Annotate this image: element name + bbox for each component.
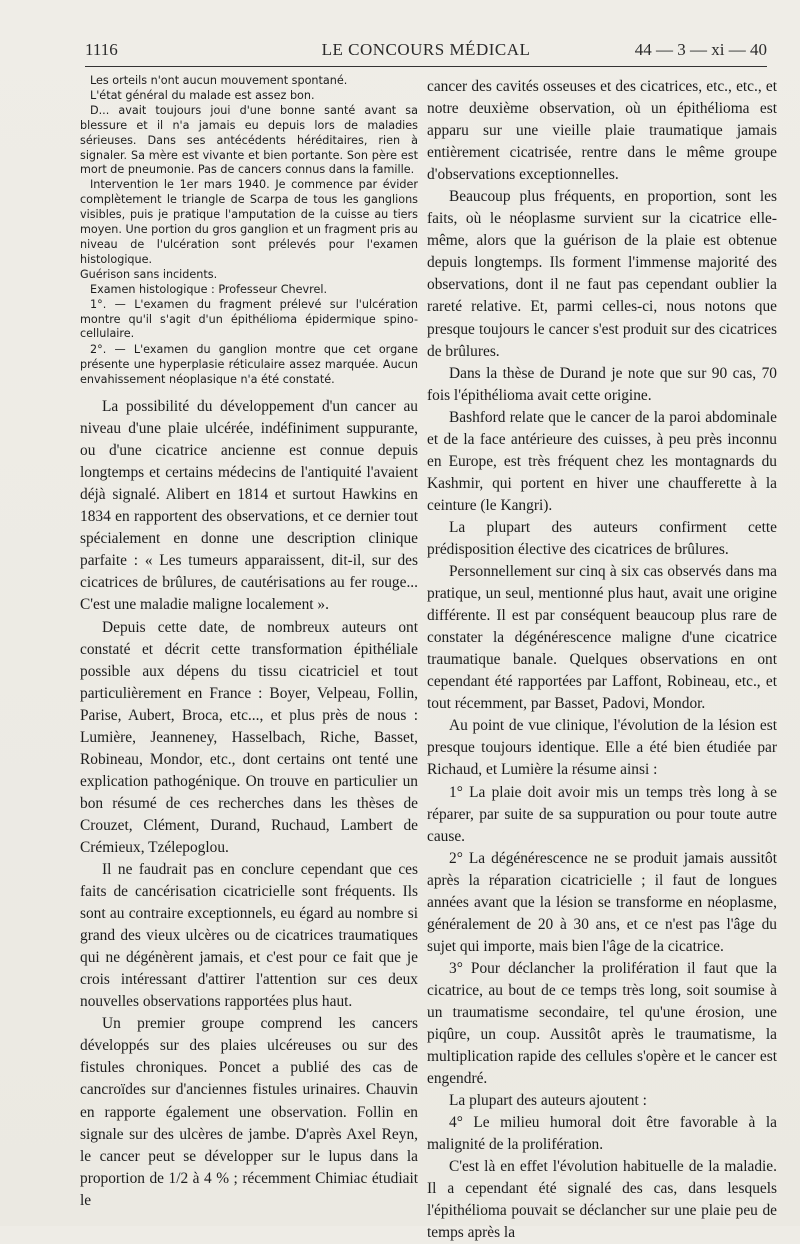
- page-header: [85, 40, 767, 66]
- case-note: 2°. — L'examen du ganglion montre que cet organe présente une hyperplasie réticulaire assez marquée. Aucun envahissement néoplasique n'a été constaté.: [80, 343, 418, 387]
- right-column: [427, 76, 777, 1244]
- case-note: L'état général du malade est assez bon.: [90, 88, 315, 102]
- body-paragraph: La plupart des auteurs confirment cette prédisposition élective des cicatrices de brûlures.: [427, 518, 777, 558]
- case-note: 1°. — L'examen du fragment prélevé sur l'ulcération montre qu'il s'agit d'un épithélioma épidermique spino-cellulaire.: [80, 297, 418, 341]
- body-paragraph: La possibilité du développement d'un cancer au niveau d'une plaie ulcérée, indéfiniment suppurante, ou d'une cicatrice ancienne est connue depuis longtemps et certains médecins de l'antiquité l'avaient déjà signalé. Alibert en 1814 et surtout Hawkins en 1834 en rapportent des observations, et ce dernier tout spécialement en donne une description clinique parfaite : « Les tumeurs apparaissent, dit-il, sur des cicatrices de brûlures, de cautérisations au fer rouge... C'est une maladie maligne localement ».: [80, 398, 418, 614]
- case-note: Guérison sans incidents.: [80, 267, 218, 281]
- body-paragraph: Bashford relate que le cancer de la paroi abdominale et de la face antérieure des cuisses, à peu près inconnu en Europe, est très fréquent chez les montagnards du Kashmir, qui portent en hiver une chaufferette à la ceinture (le Kangri).: [427, 408, 777, 514]
- numbered-point: 2° La dégénérescence ne se produit jamais aussitôt après la réparation cicatricielle ; il faut de longues années avant que la lésion se transforme en néoplasme, généralement de 20 à 30 ans, et ce n'est pas l'âge du sujet qui importe, mais bien l'âge de la cicatrice.: [427, 849, 777, 955]
- body-paragraph: Depuis cette date, de nombreux auteurs ont constaté et décrit cette transformation épithéliale possible aux dépens du tissu cicatriciel et tout particulièrement en France : Boyer, Velpeau, Follin, Parise, Aubert, Broca, etc..., et plus près de nous : Lumière, Jeanneney, Hasselbach, Riche, Basset, Robineau, Mondor, etc., dont certains ont tenté une explication pathogénique. On trouve en particulier un bon résumé de ces recherches dans les thèses de Crouzet, Clément, Durand, Ruchaud, Lambert de Crémieux, Tzélepoglou.: [80, 618, 418, 856]
- body-paragraph: cancer des cavités osseuses et des cicatrices, etc., etc., et notre deuxième observation, où un épithélioma est apparu sur une vieille plaie traumatique jamais entièrement cicatrisée, rentre dans le même groupe d'observations exceptionnelles.: [427, 78, 777, 184]
- journal-title: LE CONCOURS MÉDICAL: [321, 40, 531, 59]
- issue-date: 44 — 3 — xi — 40: [634, 40, 767, 59]
- body-paragraph: Dans la thèse de Durand je note que sur 90 cas, 70 fois l'épithélioma avait cette origine.: [427, 364, 777, 404]
- body-paragraph: Beaucoup plus fréquents, en proportion, sont les faits, où le néoplasme survient sur la cicatrice elle-même, alors que la guérison de la plaie est obtenue depuis longtemps. Ils forment l'immense majorité des observations, dont il ne faut pas cependant oublier la rareté relative. Et, parmi celles-ci, nous notons que presque toujours le cancer s'est produit sur des cicatrices de brûlures.: [427, 188, 777, 360]
- body-paragraph: Un premier groupe comprend les cancers développés sur des plaies ulcéreuses ou sur des fistules chroniques. Poncet a publié des cas de cancroïdes sur d'anciennes fistules urinaires. Chauvin en rapporte également une observation. Follin en signale sur des ulcères de jambe. D'après Axel Reyn, le cancer peut se développer sur le lupus dans la proportion de 1/2 à 4 % ; récemment Chimiac étudiait le: [80, 1015, 418, 1209]
- body-paragraph: Personnellement sur cinq à six cas observés dans ma pratique, un seul, mentionné plus haut, avait une origine différente. Il est par conséquent beaucoup plus rare de constater la dégénérescence maligne d'une cicatrice traumatique banale. Quelques observations en ont cependant été rapportées par Laffont, Robineau, etc., et tout récemment, par Basset, Padovi, Mondor.: [427, 563, 777, 713]
- body-paragraph: Il ne faudrait pas en conclure cependant que ces faits de cancérisation cicatricielle sont fréquents. Ils sont au contraire exceptionnels, eu égard au nombre si grand des vieux ulcères ou de cicatrices traumatiques qui ne dégénèrent jamais, et c'est pour ce fait que je crois intéressant d'attirer l'attention sur ces deux nouvelles observations rapportées plus haut.: [80, 861, 418, 1011]
- numbered-point: 3° Pour déclancher la prolifération il faut que la cicatrice, au bout de ce temps très long, soit soumise à un traumatisme secondaire, tel qu'une érosion, une piqûre, un coup. Aussitôt après le traumatisme, la multiplication rapide des cellules s'opère et le cancer est engendré.: [427, 959, 777, 1088]
- case-note: Examen histologique : Professeur Chevrel.: [90, 282, 328, 296]
- numbered-point: 1° La plaie doit avoir mis un temps très long à se réparer, par suite de sa suppuration ou pour toute autre cause.: [427, 783, 777, 845]
- page-number: 1116: [85, 40, 118, 59]
- body-paragraph: C'est là en effet l'évolution habituelle de la maladie. Il a cependant été signalé des cas, dans lesquels l'épithélioma pouvait se déclancher sur une plaie peu de temps après la: [427, 1158, 777, 1242]
- case-note: D... avait toujours joui d'une bonne santé avant sa blessure et il n'a jamais eu depuis lors de maladies sérieuses. Dans ses antécédents héréditaires, rien à signaler. Sa mère est vivante et bien portante. Son père est mort de pneumonie. Pas de cancers connus dans la famille.: [80, 103, 418, 177]
- header-rule: [85, 66, 767, 67]
- left-column: [80, 74, 418, 1212]
- case-note: Intervention le 1er mars 1940. Je commence par évider complètement le triangle de Scarpa de tous les ganglions visibles, puis je pratique l'amputation de la cuisse au tiers moyen. Une portion du gros ganglion et un fragment pris au niveau de l'ulcération sont prélevés pour l'examen histologique.: [80, 178, 419, 266]
- numbered-point: 4° Le milieu humoral doit être favorable à la malignité de la prolifération.: [427, 1114, 777, 1154]
- body-paragraph: Au point de vue clinique, l'évolution de la lésion est presque toujours identique. Elle a été bien étudiée par Richaud, et Lumière la résume ainsi :: [427, 717, 777, 779]
- case-note: Les orteils n'ont aucun mouvement spontané.: [90, 74, 348, 87]
- body-paragraph: La plupart des auteurs ajoutent :: [449, 1092, 647, 1110]
